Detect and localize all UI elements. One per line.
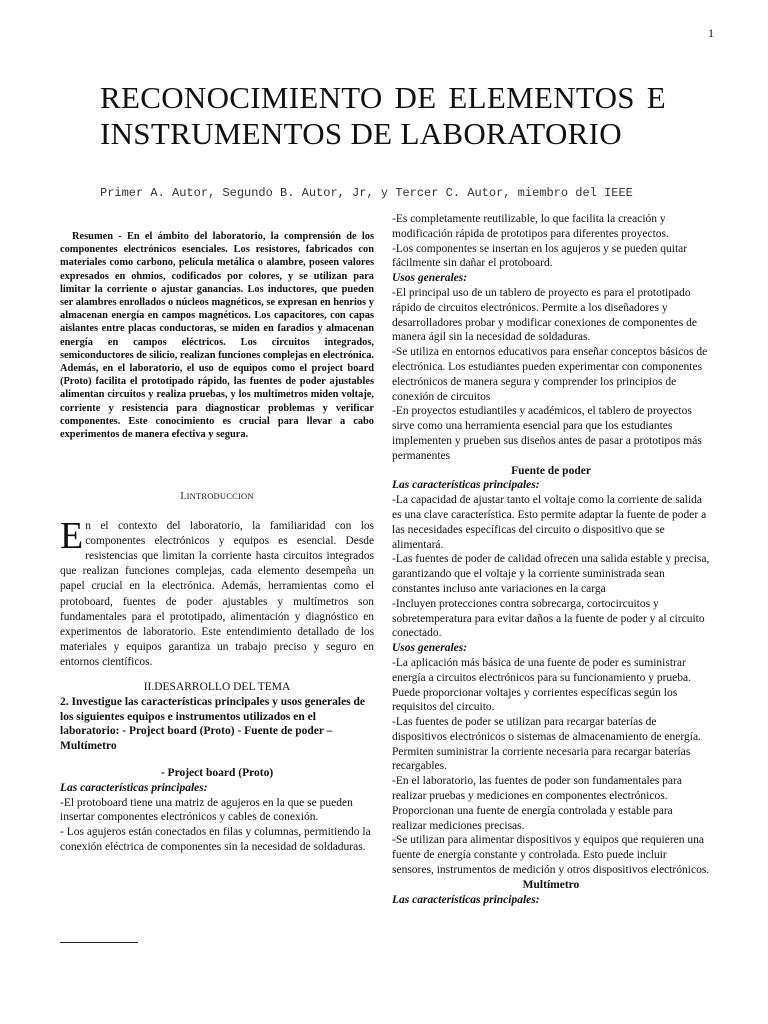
section-1-number: I. [180, 491, 187, 503]
fuente-heading: Fuente de poder [511, 464, 591, 477]
list-item: -La capacidad de ajustar tanto el voltaje como la corriente de salida es una clave característica. Esto permite adaptar la fuente de poder a las necesidades específicas del circuito o dispositivo que se alimentará. [392, 494, 707, 551]
list-item: -El protoboard tiene una matriz de agujeros en la que se pueden insertar componentes electrónicos y cables de conexión. [60, 796, 353, 824]
list-item: -Las fuentes de poder se utilizan para recargar baterías de dispositivos electrónicos o sistemas de almacenamiento de energía. Permiten suministrar la corriente necesaria para recargar baterías recargables. [392, 716, 701, 773]
list-item: -Los componentes se insertan en los agujeros y se pueden quitar fácilmente sin dañar el protoboard. [392, 242, 688, 270]
paper-title [100, 80, 666, 152]
list-item: -Se utilizan para alimentar dispositivos y equipos que requieren una fuente de energía constante y controlada. Esto puede incluir sensores, instrumentos de medición y otros dispositivos electrónicos. [392, 834, 710, 877]
list-item: -Es completamente reutilizable, lo que facilita la creación y modificación rápida de prototipos para diferentes proyectos. [392, 213, 669, 240]
page-number: 1 [708, 26, 714, 40]
abstract: Resumen - En el ámbito del laboratorio, la comprensión de los componentes electrónicos esenciales. Los resistores, fabricados con materiales como carbono, película metálica o alambre, poseen valores expresados en ohmios, codificados por colores, y se utilizan para limitar la corriente o ajustar ganancias. Los inductores, que pueden ser alambres enrollados o núcleos magnéticos, se expresan en henrios y almacenan energía en campos magnéticos. Los capacitores, con capas aislantes entre placas conductoras, se miden en faradios y almacenan energía en campos eléctricos. Los circuitos integrados, semiconductores de silicio, realizan funciones complejas en electrónica. Además, en el laboratorio, el uso de equipos como el project board (Proto) facilita el prototipado rápido, las fuentes de poder ajustables alimentan circuitos y realiza pruebas, y los multímetros miden voltaje, corriente y resistencia para diagnosticar problemas y verificar componentes. Este conocimiento es crucial para llevar a cabo experimentos de manera efectiva y segura. [60, 231, 374, 441]
footnote-rule [60, 942, 138, 943]
intro-text: n el contexto del laboratorio, la familiaridad con los componentes electrónicos y equipos es esencial. Desde resistencias que limitan la corriente hasta circuitos integrados que realizan funciones complejas, cada elemento desempeña un papel crucial en la electrónica. Además, herramientas como el protoboard, fuentes de poder ajustables y multímetros son fundamentales para el prototipado, alimentación y diagnóstico en experimentos de laboratorio. Este entendimiento detallado de los materiales y equipos garantiza un trabajo preciso y seguro en entornos científicos. [60, 520, 374, 668]
list-item: - Los agujeros están conectados en filas y columnas, permitiendo la conexión eléctrica de componentes sin la necesidad de soldaduras. [60, 826, 371, 853]
intro-paragraph [60, 515, 374, 670]
title-line-1: RECONOCIMIENTO DE ELEMENTOS E [100, 80, 666, 115]
left-column [60, 230, 374, 855]
list-item: -El principal uso de un tablero de proyecto es para el prototipado rápido de circuitos electrónicos. Permite a los diseñadores y desarrolladores probar y modificar conexiones de componentes de manera ágil sin la necesidad de soldaduras. [392, 286, 697, 344]
list-item: -Se utiliza en entornos educativos para enseñar conceptos básicos de electrónica. Los estudiantes pueden experimentar con componentes electrónicos de manera segura y comprender los principios de conexión de circuitos [392, 346, 708, 403]
list-item: -En proyectos estudiantiles y académicos, el tablero de proyectos sirve como una herramienta esencial para que los estudiantes implementen y prueben sus diseños antes de pasar a prototipos más permanentes [392, 405, 702, 462]
section-1-title: INTRODUCCION [186, 491, 254, 502]
section-1-heading [60, 489, 374, 505]
section-2-heading: II.DESARROLLO DEL TEMA [143, 680, 291, 693]
fuente-char-label: Las características principales: [392, 479, 540, 492]
list-item: -La aplicación más básica de una fuente de poder es suministrar energía a circuitos electrónicos para su funcionamiento y prueba. Puede proporcionar voltajes y corrientes específicas según los requisitos del circuito. [392, 656, 691, 714]
list-item: -Incluyen protecciones contra sobrecarga, cortocircuitos y sobretemperatura para evitar daños a la fuente de poder y al circuito conectado. [392, 597, 705, 640]
proto-uses-label: Usos generales: [392, 272, 468, 285]
question-text: 2. Investigue las características principales y usos generales de los siguientes equipos e instrumentos utilizados en el laboratorio: - Project board (Proto) - Fuente de poder – Multímetro [60, 695, 366, 753]
list-item: -En el laboratorio, las fuentes de poder son fundamentales para realizar pruebas y mediciones en componentes electrónicos. Proporcionan una fuente de energía controlada y estable para realizar mediciones precisas. [392, 775, 682, 832]
multimetro-char-label: Las características principales: [392, 893, 540, 906]
multimetro-heading: Multímetro [522, 878, 580, 891]
fuente-uses-label: Usos generales: [392, 642, 468, 655]
list-item: -Las fuentes de poder de calidad ofrecen una salida estable y precisa, garantizando que el voltaje y la corriente suministrada sean constantes incluso ante variaciones en la carga [392, 553, 710, 595]
right-column [392, 212, 710, 907]
proto-heading: - Project board (Proto) [160, 766, 274, 779]
drop-cap: E [60, 515, 84, 558]
proto-char-label: Las características principales: [60, 781, 208, 794]
title-line-2: INSTRUMENTOS DE LABORATORIO [100, 116, 622, 151]
author-line: Primer A. Autor, Segundo B. Autor, Jr, y Tercer C. Autor, miembro del IEEE [100, 186, 633, 200]
